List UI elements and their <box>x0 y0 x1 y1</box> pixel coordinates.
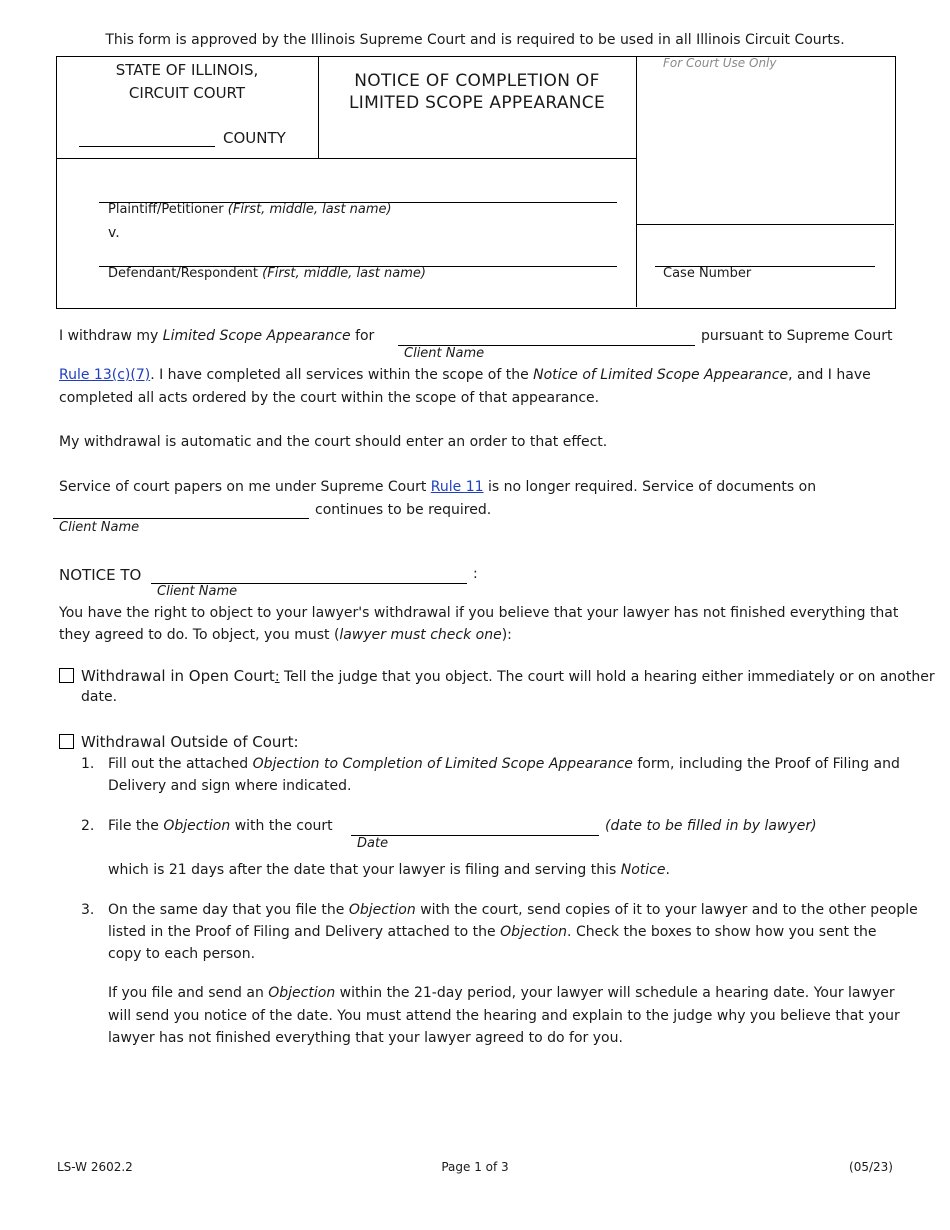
state-label: STATE OF ILLINOIS, <box>115 61 259 79</box>
outside-court-option: Withdrawal Outside of Court: <box>81 733 299 751</box>
service-client-name-input[interactable] <box>53 518 309 519</box>
step-1-text-line2: Delivery and sign where indicated. <box>108 778 352 794</box>
notice-colon: : <box>473 566 478 582</box>
caption-divider <box>56 158 637 159</box>
right-to-object-line2: they agreed to do. To object, you must (lawyer must check one): <box>59 627 512 643</box>
form-code: LS-W 2602.2 <box>57 1160 133 1174</box>
form-title-line2: LIMITED SCOPE APPEARANCE <box>348 93 605 113</box>
step-number: 3. <box>81 902 95 918</box>
continues-text: continues to be required. <box>315 502 492 518</box>
service-text: Service of court papers on me under Supreme Court Rule 11 is no longer required. Service of documents on <box>59 479 817 495</box>
step-2-text-line2: which is 21 days after the date that your lawyer is filing and serving this Notice. <box>108 862 670 878</box>
open-court-checkbox[interactable] <box>59 668 74 683</box>
step-3-text-line3: copy to each person. <box>108 946 256 962</box>
client-name-caption: Client Name <box>157 584 238 599</box>
completed-text: Rule 13(c)(7). I have completed all services within the scope of the Notice of Limited Scope Appearance, and I have <box>59 367 871 383</box>
plaintiff-label: Plaintiff/Petitioner (First, middle, last name) <box>108 202 392 217</box>
case-number-label: Case Number <box>663 266 752 281</box>
withdraw-text-post: pursuant to Supreme Court <box>701 328 893 344</box>
date-hint: (date to be filled in by lawyer) <box>605 818 817 834</box>
hearing-paragraph: If you file and send an Objection within the 21-day period, your lawyer will schedule a hearing date. Your lawyer <box>108 985 895 1001</box>
date-caption: Date <box>357 836 389 851</box>
court-use-label: For Court Use Only <box>663 56 777 70</box>
hearing-paragraph-line3: lawyer has not finished everything that your lawyer agreed to do for you. <box>108 1030 623 1046</box>
step-2-text: File the Objection with the court <box>108 818 333 834</box>
outside-court-checkbox[interactable] <box>59 734 74 749</box>
form-title-line1: NOTICE OF COMPLETION OF <box>354 71 600 91</box>
defendant-label: Defendant/Respondent (First, middle, last name) <box>108 266 426 281</box>
step-3-text: On the same day that you file the Objection with the court, send copies of it to your lawyer and to the other people <box>108 902 918 918</box>
county-input[interactable] <box>79 146 215 147</box>
step-number: 1. <box>81 756 95 772</box>
page-number: Page 1 of 3 <box>441 1160 509 1174</box>
client-name-caption: Client Name <box>59 520 140 535</box>
withdraw-text: I withdraw my Limited Scope Appearance for <box>59 328 375 344</box>
notice-to-label: NOTICE TO <box>59 566 142 584</box>
automatic-text: My withdrawal is automatic and the court should enter an order to that effect. <box>59 434 608 450</box>
versus-label: v. <box>108 225 120 241</box>
revision-date: (05/23) <box>849 1160 893 1174</box>
county-label: COUNTY <box>223 129 286 147</box>
completed-text-line2: completed all acts ordered by the court within the scope of that appearance. <box>59 390 600 406</box>
caption-divider <box>636 56 637 307</box>
step-3-text-line2: listed in the Proof of Filing and Delivery attached to the Objection. Check the boxes to show how you sent the <box>108 924 877 940</box>
step-1-text: Fill out the attached Objection to Completion of Limited Scope Appearance form, including the Proof of Filing and <box>108 756 900 772</box>
step-number: 2. <box>81 818 95 834</box>
open-court-option: Withdrawal in Open Court: Tell the judge that you object. The court will hold a hearing either immediately or on another <box>81 667 935 685</box>
rule-13-link[interactable]: Rule 13(c)(7) <box>59 367 151 383</box>
right-to-object-line1: You have the right to object to your lawyer's withdrawal if you believe that your lawyer has not finished everything that <box>59 605 899 621</box>
rule-11-link[interactable]: Rule 11 <box>430 479 484 495</box>
open-court-option-line2: date. <box>81 689 118 705</box>
caption-divider <box>636 224 894 225</box>
objection-date-input[interactable] <box>351 835 599 836</box>
approval-notice: This form is approved by the Illinois Supreme Court and is required to be used in all Illinois Circuit Courts. <box>105 32 845 48</box>
court-label: CIRCUIT COURT <box>128 84 246 102</box>
client-name-caption: Client Name <box>404 346 485 361</box>
hearing-paragraph-line2: will send you notice of the date. You must attend the hearing and explain to the judge why you believe that your <box>108 1008 900 1024</box>
